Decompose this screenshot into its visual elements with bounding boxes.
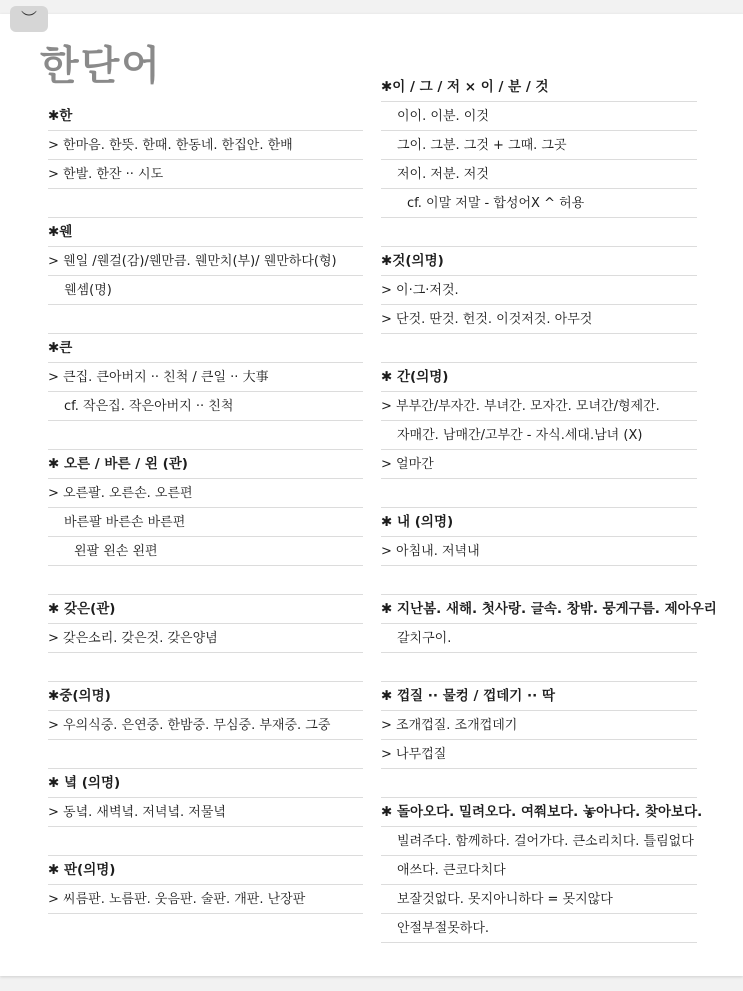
blank-ruled-line [48, 827, 363, 856]
entry-line: > 단것. 딴것. 헌것. 이것저것. 아무것 [381, 305, 697, 334]
entry-line: 왼팔 왼손 왼편 [48, 537, 363, 566]
entry-heading: ✱ 판(의명) [48, 856, 363, 885]
blank-ruled-line [381, 566, 697, 595]
entry-heading: ✱웬 [48, 218, 363, 247]
blank-ruled-line [381, 218, 697, 247]
entry-line: > 조개껍질. 조개껍데기 [381, 711, 697, 740]
entry-line: > 씨름판. 노름판. 웃음판. 술판. 개판. 난장판 [48, 885, 363, 914]
blank-ruled-line [48, 740, 363, 769]
blank-ruled-line [381, 653, 697, 682]
entry-line: > 나무껍질 [381, 740, 697, 769]
blank-ruled-line [48, 421, 363, 450]
entry-line: 이이. 이분. 이것 [381, 102, 697, 131]
entry-heading: ✱이 / 그 / 저 × 이 / 분 / 것 [381, 73, 697, 102]
entry-heading: ✱ 갖은(관) [48, 595, 363, 624]
entry-line: > 한마음. 한뜻. 한때. 한동네. 한집안. 한배 [48, 131, 363, 160]
entry-heading: ✱ 지난봄. 새해. 첫사랑. 글속. 창밖. 뭉게구름. 제아우리 [381, 595, 697, 624]
entry-line: 웬셈(명) [48, 276, 363, 305]
entry-line: 애쓰다. 큰코다치다 [381, 856, 697, 885]
entry-line: cf. 이말 저말 - 합성어X ^ 허용 [381, 189, 697, 218]
entry-line: > 갖은소리. 갖은것. 갖은양념 [48, 624, 363, 653]
entry-line: 저이. 저분. 저것 [381, 160, 697, 189]
blank-ruled-line [48, 189, 363, 218]
page-title: 한단어 [40, 43, 162, 89]
entry-line: > 한발. 한잔 ·· 시도 [48, 160, 363, 189]
entry-line: > 아침내. 저녁내 [381, 537, 697, 566]
entry-heading: ✱것(의명) [381, 247, 697, 276]
entry-line: 그이. 그분. 그것 + 그때. 그곳 [381, 131, 697, 160]
chevron-down-icon: ︶ [20, 9, 37, 28]
collapse-button[interactable] [10, 6, 48, 32]
entry-line: 바른팔 바른손 바른편 [48, 508, 363, 537]
entry-heading: ✱한 [48, 102, 363, 131]
entry-line: 자매간. 남매간/고부간 - 자식.세대.남녀 (X) [381, 421, 697, 450]
entry-line: 보잘것없다. 못지아니하다 = 못지않다 [381, 885, 697, 914]
entry-line: > 큰집. 큰아버지 ·· 친척 / 큰일 ·· 大事 [48, 363, 363, 392]
entry-heading: ✱ 내 (의명) [381, 508, 697, 537]
entry-heading: ✱ 돌아오다. 밀려오다. 여쭤보다. 놓아나다. 찾아보다. [381, 798, 697, 827]
entry-heading: ✱중(의명) [48, 682, 363, 711]
entry-line: > 부부간/부자간. 부녀간. 모자간. 모녀간/형제간. [381, 392, 697, 421]
entry-heading: ✱ 간(의명) [381, 363, 697, 392]
entry-line: > 동녘. 새벽녘. 저녁녘. 저물녘 [48, 798, 363, 827]
blank-ruled-line [48, 566, 363, 595]
note-page [0, 14, 743, 976]
entry-line: 안절부절못하다. [381, 914, 697, 943]
entry-line: > 얼마간 [381, 450, 697, 479]
entry-heading: ✱ 녘 (의명) [48, 769, 363, 798]
blank-ruled-line [381, 479, 697, 508]
entry-line: cf. 작은집. 작은아버지 ·· 친척 [48, 392, 363, 421]
entry-line: > 오른팔. 오른손. 오른편 [48, 479, 363, 508]
blank-ruled-line [48, 305, 363, 334]
blank-ruled-line [48, 653, 363, 682]
entry-line: 갈치구이. [381, 624, 697, 653]
entry-line: > 이·그·저것. [381, 276, 697, 305]
entry-line: > 우의식중. 은연중. 한밤중. 무심중. 부재중. 그중 [48, 711, 363, 740]
entry-heading: ✱ 오른 / 바른 / 왼 (관) [48, 450, 363, 479]
blank-ruled-line [381, 334, 697, 363]
entry-line: > 웬일 /웬걸(감)/웬만큼. 웬만치(부)/ 웬만하다(형) [48, 247, 363, 276]
entry-line: 빌려주다. 함께하다. 걸어가다. 큰소리치다. 틀림없다 [381, 827, 697, 856]
entry-heading: ✱큰 [48, 334, 363, 363]
blank-ruled-line [381, 769, 697, 798]
entry-heading: ✱ 껍질 ·· 물컹 / 껍데기 ·· 딱 [381, 682, 697, 711]
